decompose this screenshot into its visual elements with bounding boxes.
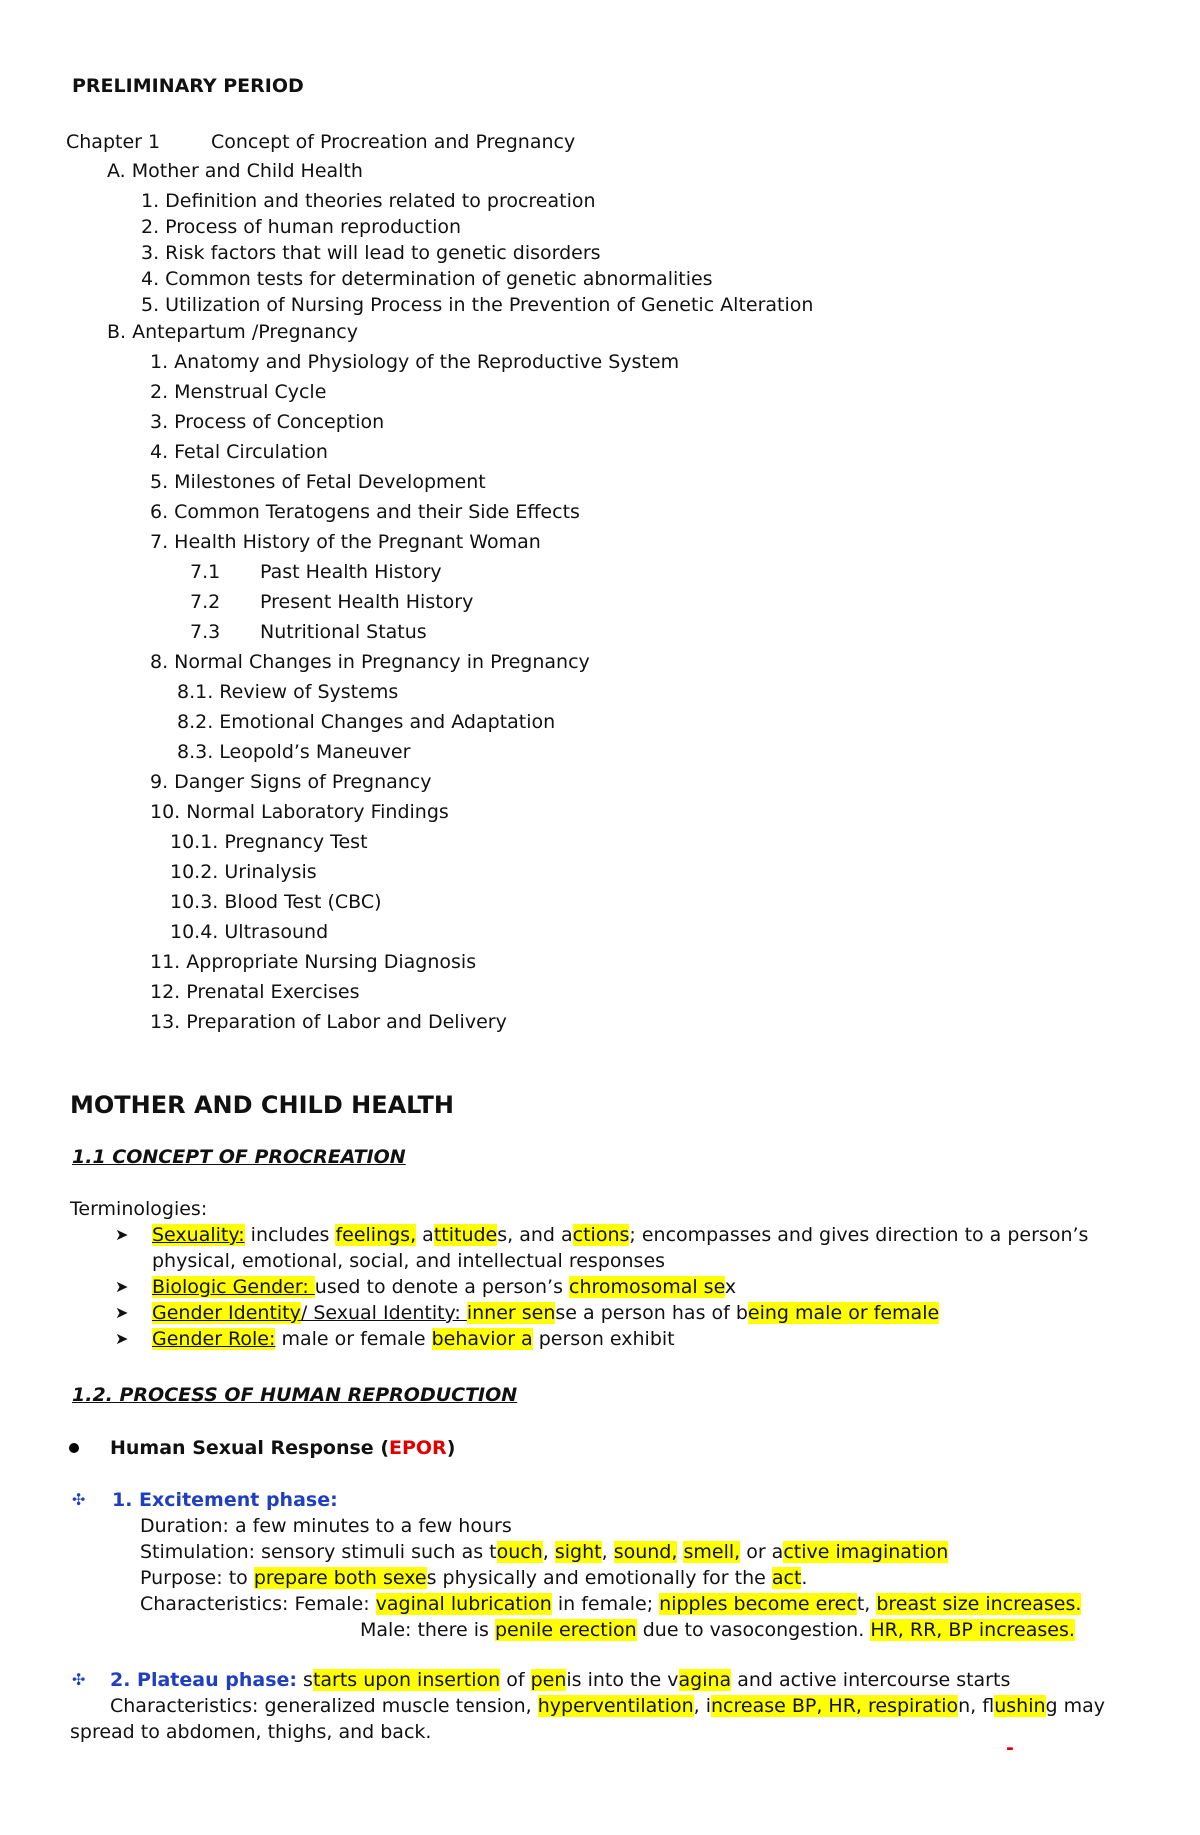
sub-item: 10.4. Ultrasound: [170, 921, 329, 943]
sub-item: 8.2. Emotional Changes and Adaptation: [177, 711, 556, 733]
list-item: 10. Normal Laboratory Findings: [150, 801, 449, 823]
excitement-characteristics: Characteristics: Female: vaginal lubrication in female; nipples become erect, breast size increases.: [140, 1593, 1082, 1615]
corner-mark: -: [1006, 1737, 1014, 1759]
arrow-bullet-icon: ➤: [115, 1277, 129, 1296]
section-a-heading: A. Mother and Child Health: [107, 160, 363, 182]
sub-item-text: Present Health History: [260, 591, 474, 613]
term-sexuality-cont: physical, emotional, social, and intellectual responses: [152, 1250, 666, 1272]
diamond-bullet-icon: ✣: [72, 1670, 86, 1689]
list-item: 9. Danger Signs of Pregnancy: [150, 771, 432, 793]
list-item: 13. Preparation of Labor and Delivery: [150, 1011, 507, 1033]
excitement-stimulation: Stimulation: sensory stimuli such as touch, sight, sound, smell, or active imagination: [140, 1541, 949, 1563]
arrow-bullet-icon: ➤: [115, 1225, 129, 1244]
list-item: 12. Prenatal Exercises: [150, 981, 360, 1003]
sub-item: 10.2. Urinalysis: [170, 861, 317, 883]
arrow-bullet-icon: ➤: [115, 1303, 129, 1322]
list-item: 3. Process of Conception: [150, 411, 385, 433]
sub-item: 8.3. Leopold’s Maneuver: [177, 741, 411, 763]
term-gender-role: Gender Role: male or female behavior a person exhibit: [152, 1328, 675, 1350]
plateau-characteristics: Characteristics: generalized muscle tension, hyperventilation, increase BP, HR, respiration, flushing may: [110, 1695, 1106, 1717]
excitement-phase-title: 1. Excitement phase:: [112, 1489, 338, 1511]
mch-heading: MOTHER AND CHILD HEALTH: [70, 1091, 454, 1119]
chapter-title: Concept of Procreation and Pregnancy: [211, 131, 576, 153]
list-item: 5. Utilization of Nursing Process in the Prevention of Genetic Alteration: [141, 294, 814, 316]
list-item: 1. Anatomy and Physiology of the Reproductive System: [150, 351, 680, 373]
sub-item: 8.1. Review of Systems: [177, 681, 399, 703]
sub-item: 10.1. Pregnancy Test: [170, 831, 368, 853]
arrow-bullet-icon: ➤: [115, 1329, 129, 1348]
chapter-label: Chapter 1: [66, 131, 161, 153]
section-1-2-title: 1.2. PROCESS OF HUMAN REPRODUCTION: [72, 1384, 518, 1406]
section-1-1-title: 1.1 CONCEPT OF PROCREATION: [72, 1146, 406, 1168]
term-gender-identity: Gender Identity/ Sexual Identity: inner sense a person has of being male or female: [152, 1302, 940, 1324]
section-b-heading: B. Antepartum /Pregnancy: [107, 321, 358, 343]
sub-item-text: Past Health History: [260, 561, 442, 583]
list-item: 2. Menstrual Cycle: [150, 381, 327, 403]
list-item: 5. Milestones of Fetal Development: [150, 471, 486, 493]
list-item: 2. Process of human reproduction: [141, 216, 462, 238]
excitement-purpose: Purpose: to prepare both sexes physically and emotionally for the act.: [140, 1567, 808, 1589]
diamond-bullet-icon: ✣: [72, 1490, 86, 1509]
list-item: 11. Appropriate Nursing Diagnosis: [150, 951, 477, 973]
list-item: 4. Fetal Circulation: [150, 441, 328, 463]
sub-item-number: 7.2: [190, 591, 221, 613]
list-item: 6. Common Teratogens and their Side Effects: [150, 501, 580, 523]
list-item: 4. Common tests for determination of genetic abnormalities: [141, 268, 713, 290]
preliminary-heading: PRELIMINARY PERIOD: [72, 75, 304, 97]
list-item: 1. Definition and theories related to procreation: [141, 190, 596, 212]
sub-item-number: 7.3: [190, 621, 221, 643]
excitement-duration: Duration: a few minutes to a few hours: [140, 1515, 512, 1537]
plateau-characteristics-cont: spread to abdomen, thighs, and back.: [70, 1721, 432, 1743]
list-item: 7. Health History of the Pregnant Woman: [150, 531, 541, 553]
term-biologic-gender: Biologic Gender: used to denote a person’s chromosomal sex: [152, 1276, 737, 1298]
excitement-characteristics-male: Male: there is penile erection due to vasocongestion. HR, RR, BP increases.: [360, 1619, 1075, 1641]
sub-item: 10.3. Blood Test (CBC): [170, 891, 382, 913]
sub-item-number: 7.1: [190, 561, 221, 583]
list-item: 8. Normal Changes in Pregnancy in Pregnancy: [150, 651, 590, 673]
term-sexuality: Sexuality: includes feelings, attitudes, and actions; encompasses and gives direction to a person’s: [152, 1224, 1089, 1246]
round-bullet-icon: [69, 1443, 79, 1453]
terminologies-label: Terminologies:: [70, 1198, 208, 1220]
list-item: 3. Risk factors that will lead to genetic disorders: [141, 242, 601, 264]
human-sexual-response-heading: Human Sexual Response (EPOR): [110, 1437, 456, 1459]
plateau-phase-line: 2. Plateau phase: starts upon insertion of penis into the vagina and active intercourse starts: [110, 1669, 1011, 1691]
sub-item-text: Nutritional Status: [260, 621, 427, 643]
